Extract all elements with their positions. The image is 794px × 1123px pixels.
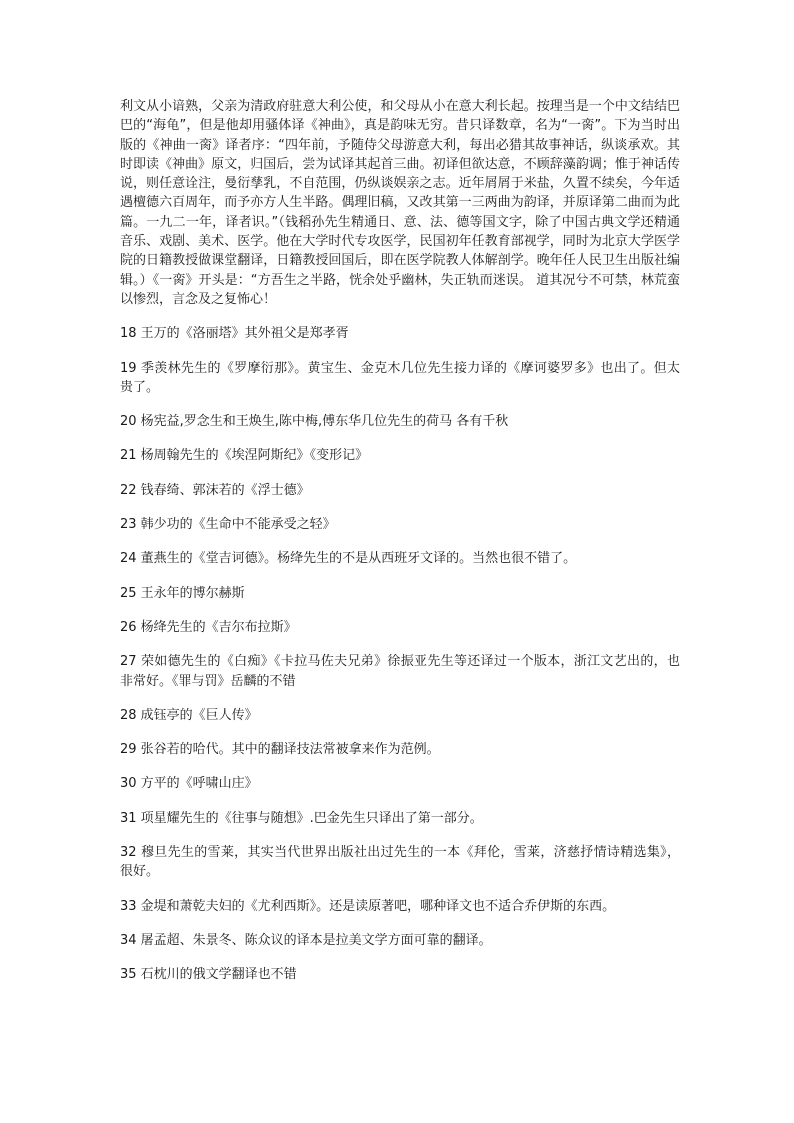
list-item-18: 18 王万的《洛丽塔》其外祖父是郑孝胥 [120, 326, 349, 342]
list-item-28: 28 成钰亭的《巨人传》 [120, 707, 258, 723]
list-item-20: 20 杨宪益,罗念生和王焕生,陈中梅,傅东华几位先生的荷马 各有千秋 [120, 414, 509, 430]
list-item-19: 19 季羡林先生的《罗摩衍那》。黄宝生、金克木几位先生接力译的《摩诃婆罗多》也出了。但太贵了。 [120, 360, 680, 395]
list-item-24: 24 董燕生的《堂吉诃德》。杨绛先生的不是从西班牙文译的。当然也很不错了。 [120, 551, 577, 567]
list-item-31: 31 项星耀先生的《往事与随想》.巴金先生只译出了第一部分。 [120, 810, 483, 826]
list-item-21: 21 杨周翰先生的《埃涅阿斯纪》《变形记》 [120, 448, 369, 464]
list-item-26: 26 杨绛先生的《吉尔布拉斯》 [120, 619, 297, 635]
list-item-27: 27 荣如德先生的《白痴》《卡拉马佐夫兄弟》徐振亚先生等还译过一个版本，浙江文艺出的，也非常好。《罪与罚》岳麟的不错 [120, 654, 680, 689]
list-item-33: 33 金堤和萧乾夫妇的《尤利西斯》。还是读原著吧，哪种译文也不适合乔伊斯的东西。 [120, 898, 616, 914]
list-item-25: 25 王永年的博尔赫斯 [120, 585, 245, 601]
list-item-35: 35 石枕川的俄文学翻译也不错 [120, 967, 297, 983]
list-item-23: 23 韩少功的《生命中不能承受之轻》 [120, 517, 336, 533]
list-item-22: 22 钱春绮、郭沫若的《浮士德》 [120, 482, 310, 498]
list-item-32: 32 穆旦先生的雪莱，其实当代世界出版社出过先生的一本《拜伦，雪莱，济慈抒情诗精选集》，很好。 [120, 845, 680, 880]
list-item-34: 34 屠孟超、朱景冬、陈众议的译本是拉美文学方面可靠的翻译。 [120, 932, 492, 948]
list-item-29: 29 张谷若的哈代。其中的翻译技法常被拿来作为范例。 [120, 742, 440, 758]
document-body [120, 97, 680, 1000]
list-item-30: 30 方平的《呼啸山庄》 [120, 776, 258, 792]
intro-paragraph: 利文从小谙熟，父亲为清政府驻意大利公使，和父母从小在意大利长起。按理当是一个中文结结巴巴的“海龟”，但是他却用骚体译《神曲》，真是韵味无穷。昔只译数章，名为“一脔”。下为当时出版的《神曲一脔》译者序：“四年前，予随侍父母游意大利，每出必猎其故事神话，纵谈承欢。其时即读《神曲》原文，归国后，尝为试译其起首三曲。初译但欲达意，不顾辞藻韵调；惟于神话传说，则任意诠注，曼衍孳乳，不自范围，仍纵谈娱亲之志。近年屑屑于米盐，久置不续矣，今年适遇檀德六百周年，而予亦方人生半路。偶理旧稿，又改其第一三两曲为韵译，并原译第二曲而为此篇。一九二一年，译者识。”（钱稻孙先生精通日、意、法、德等国文字，除了中国古典文学还精通音乐、戏剧、美术、医学。他在大学时代专攻医学，民国初年任教育部视学，同时为北京大学医学院的日籍教授做课堂翻译，日籍教授回国后，即在医学院教人体解剖学。晚年任人民卫生出版社编辑。）《一脔》开头是：“方吾生之半路，恍余处乎幽林，失正轨而迷误。 道其况兮不可禁，林荒蛮以惨烈，言念及之复怖心！ [120, 99, 680, 307]
